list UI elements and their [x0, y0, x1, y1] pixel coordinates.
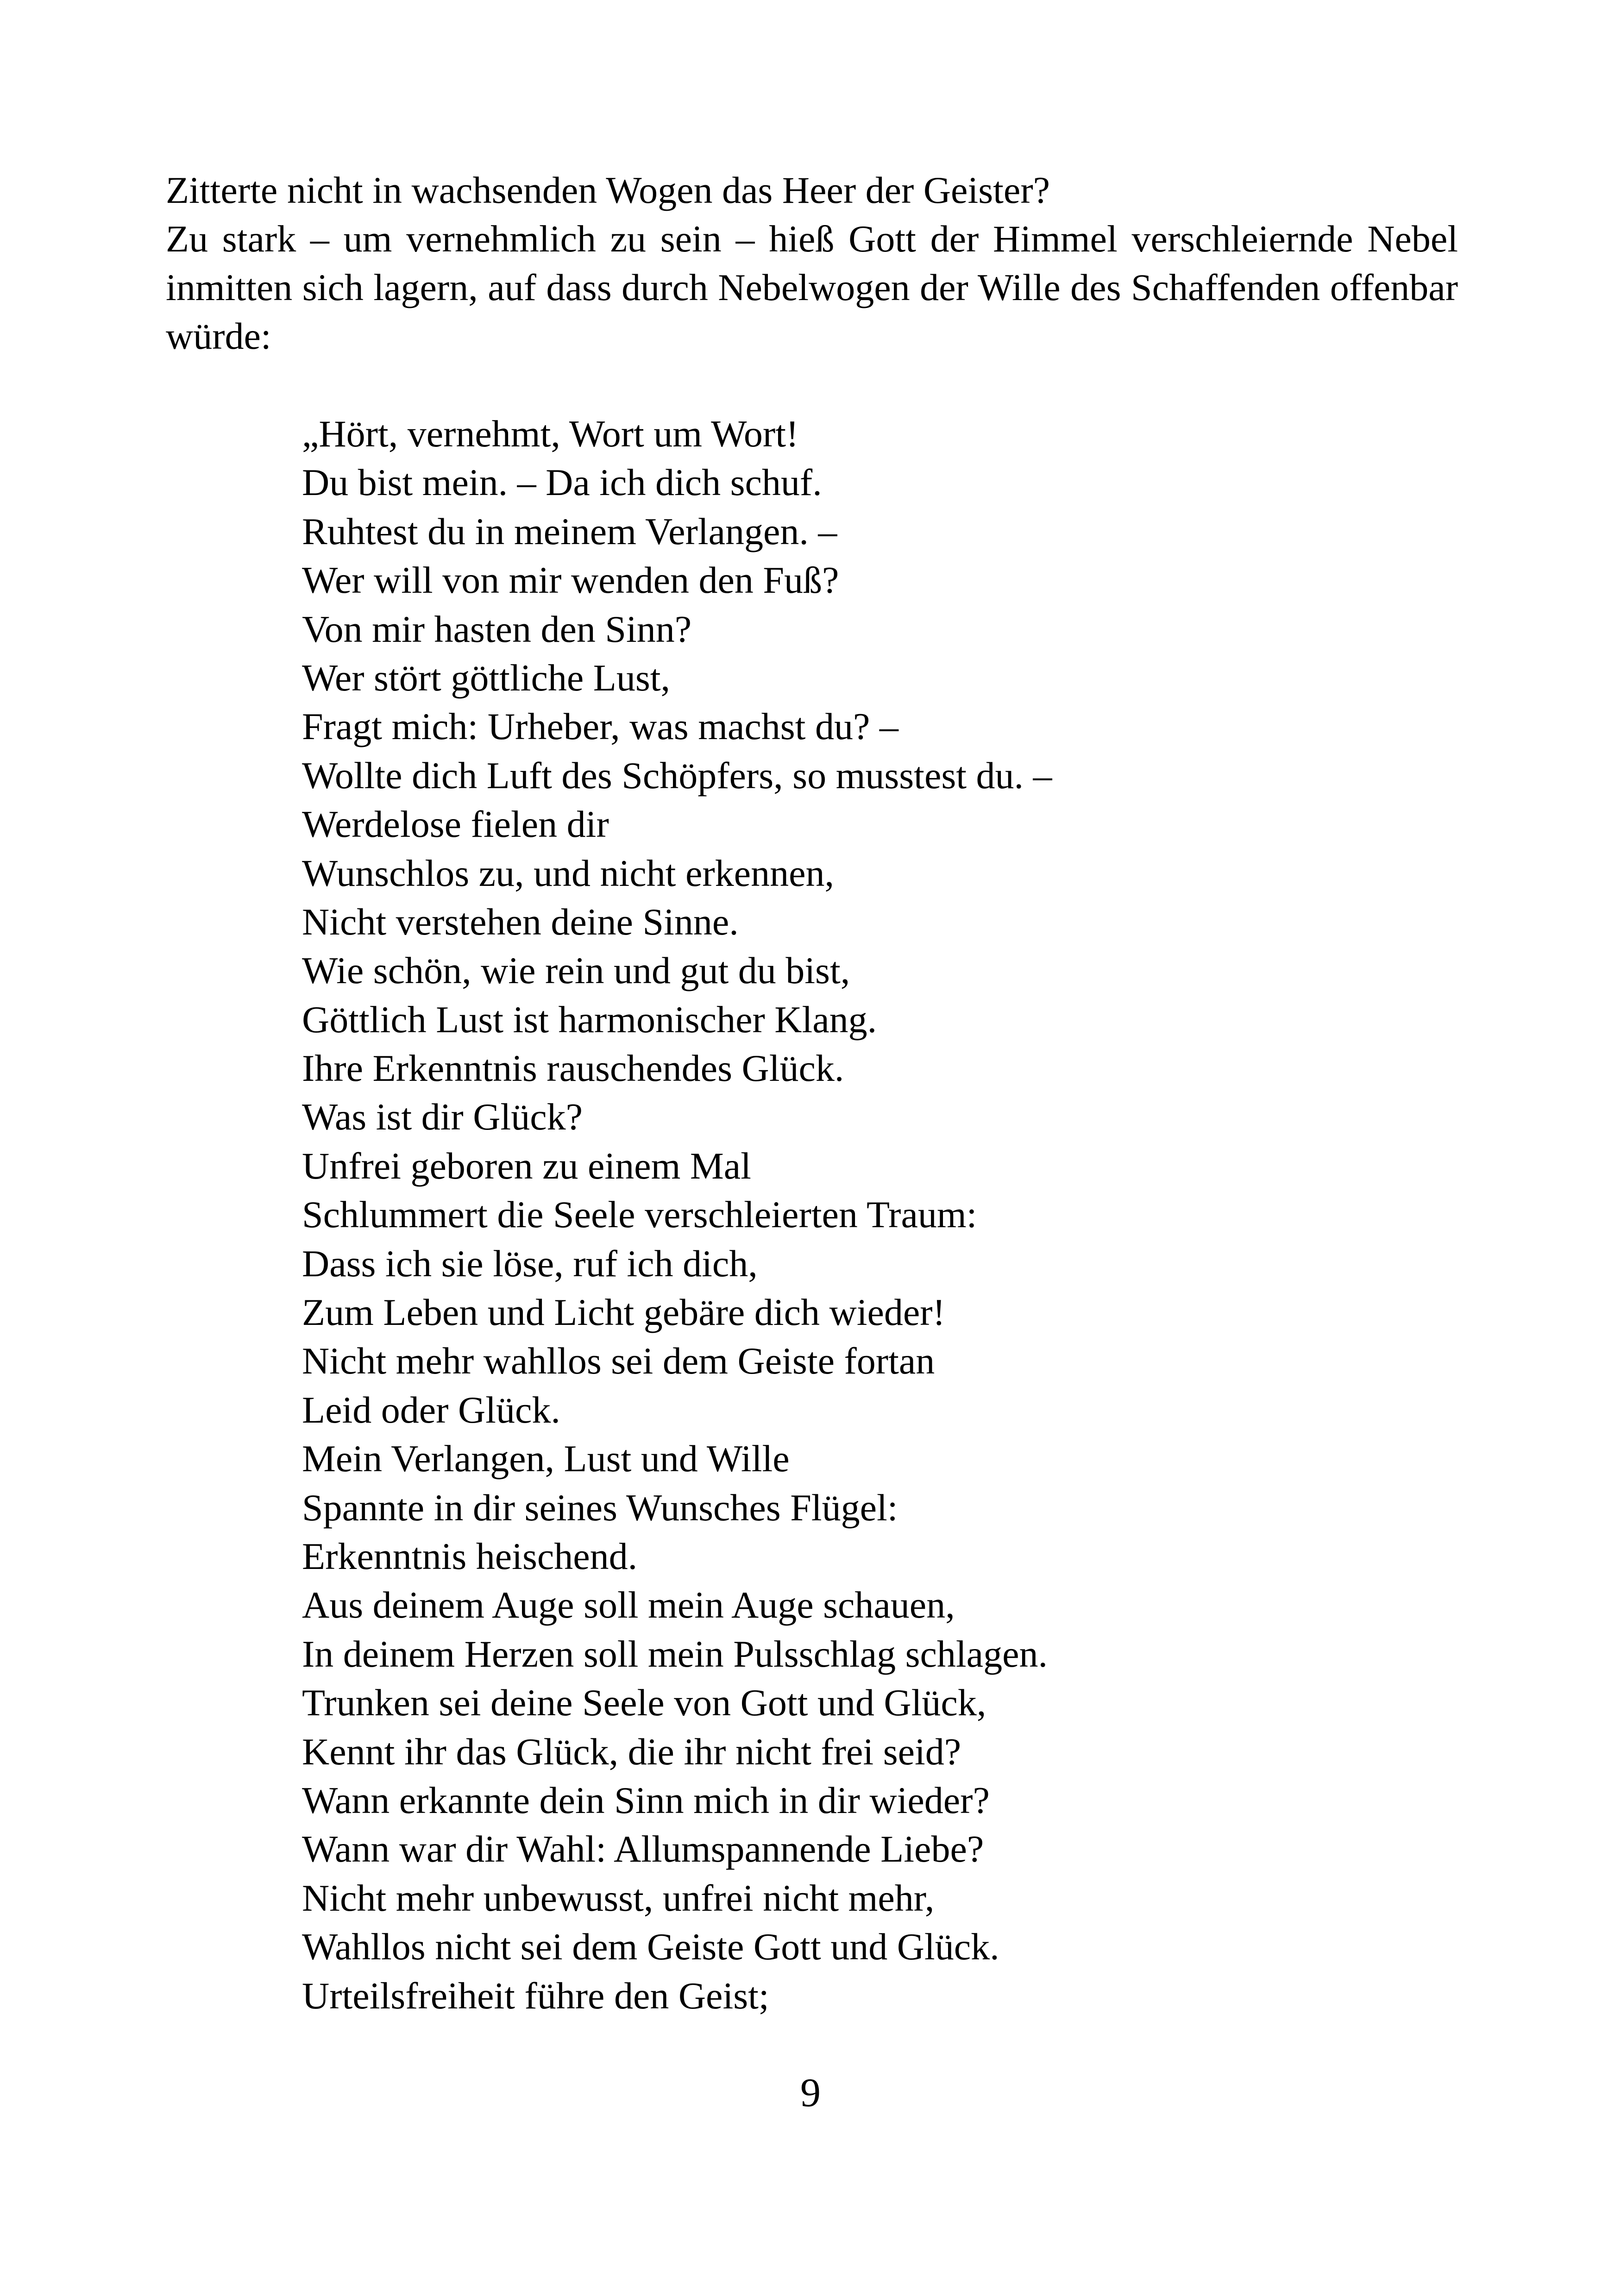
verse-line: Zum Leben und Licht gebäre dich wieder! [302, 1291, 945, 1334]
intro-prose [166, 166, 1458, 360]
verse-line: Leid oder Glück. [302, 1388, 560, 1431]
prose-paragraph: Zitterte nicht in wachsenden Wogen das Heer der Geister? [166, 169, 1050, 211]
verse-line: Wer will von mir wenden den Fuß? [302, 559, 839, 602]
verse-line: Wollte dich Luft des Schöpfers, so musstest du. – [302, 754, 1052, 797]
verse-line: Ihre Erkenntnis rauschendes Glück. [302, 1047, 844, 1090]
verse-line: Wunschlos zu, und nicht erkennen, [302, 852, 834, 894]
verse-line: Aus deinem Auge soll mein Auge schauen, [302, 1584, 955, 1626]
verse-line: Von mir hasten den Sinn? [302, 608, 692, 650]
verse-line: Wie schön, wie rein und gut du bist, [302, 949, 850, 992]
verse-line: Kennt ihr das Glück, die ihr nicht frei seid? [302, 1730, 961, 1773]
verse-line: Wer stört göttliche Lust, [302, 656, 671, 699]
verse-line: Werdelose fielen dir [302, 803, 609, 846]
verse-line: Ruhtest du in meinem Verlangen. – [302, 510, 837, 552]
verse-line: Wann erkannte dein Sinn mich in dir wieder? [302, 1779, 990, 1821]
verse-line: Wahllos nicht sei dem Geiste Gott und Glück. [302, 1926, 999, 1968]
verse-line: Nicht mehr unbewusst, unfrei nicht mehr, [302, 1876, 935, 1919]
verse-line: Nicht mehr wahllos sei dem Geiste fortan [302, 1340, 935, 1382]
verse-line: Schlummert die Seele verschleierten Traum: [302, 1193, 977, 1236]
verse-line: Wann war dir Wahl: Allumspannende Liebe? [302, 1828, 984, 1870]
verse-line: Unfrei geboren zu einem Mal [302, 1144, 751, 1187]
verse-line: „Hört, vernehmt, Wort um Wort! [302, 413, 799, 455]
verse-line: Du bist mein. – Da ich dich schuf. [302, 461, 822, 504]
verse-line: Dass ich sie löse, ruf ich dich, [302, 1242, 758, 1285]
verse-line: Trunken sei deine Seele von Gott und Glück, [302, 1681, 986, 1724]
verse-line: Spannte in dir seines Wunsches Flügel: [302, 1486, 898, 1529]
verse-line: Göttlich Lust ist harmonischer Klang. [302, 998, 877, 1041]
verse-line: Fragt mich: Urheber, was machst du? – [302, 705, 898, 748]
prose-paragraph: Zu stark – um vernehmlich zu sein – hieß Gott der Himmel verschleiernde Nebel inmitten sich lagern, auf dass durch Nebelwogen der Wille des Schaffenden offenbar würde: [166, 218, 1458, 357]
verse-line: Was ist dir Glück? [302, 1096, 583, 1138]
verse-line: Mein Verlangen, Lust und Wille [302, 1437, 790, 1480]
verse-line: Nicht verstehen deine Sinne. [302, 900, 739, 943]
verse-line: Urteilsfreiheit führe den Geist; [302, 1974, 769, 2017]
verse-block [302, 409, 1052, 2020]
page-number: 9 [800, 2070, 821, 2115]
verse-line: Erkenntnis heischend. [302, 1535, 638, 1577]
verse-line: In deinem Herzen soll mein Pulsschlag schlagen. [302, 1632, 1048, 1675]
